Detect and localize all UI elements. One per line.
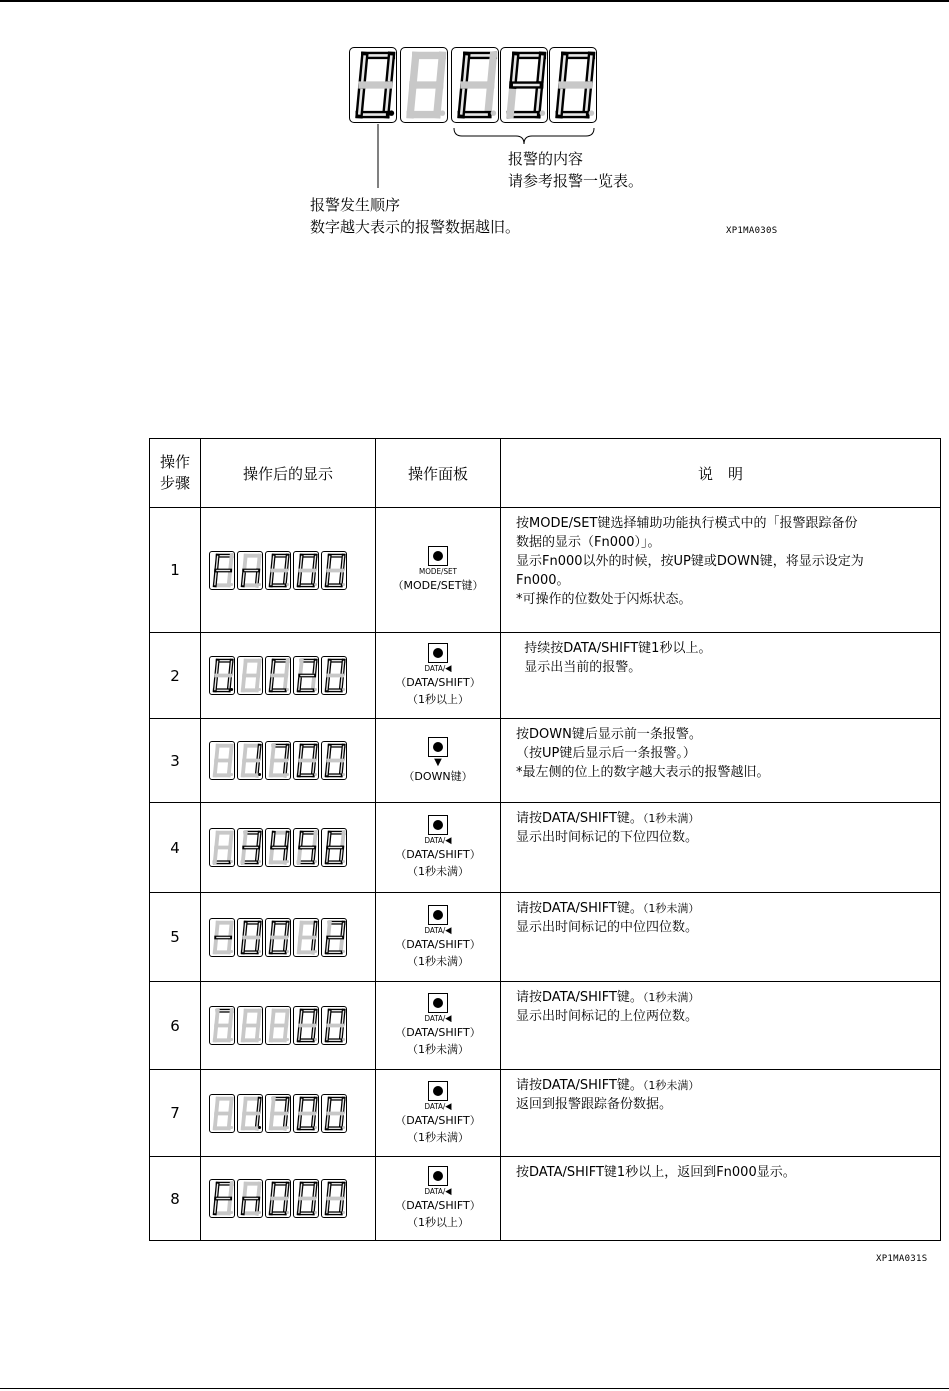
- step-number: 1: [150, 508, 201, 633]
- description-line: 显示Fn000以外的时候，按UP键或DOWN键，将显示设定为: [516, 554, 864, 569]
- panel-cell: [376, 803, 501, 893]
- panel-caption: （DATA/SHIFT）: [395, 1026, 481, 1039]
- down-arrow-icon: ▼: [434, 756, 442, 768]
- table-row: [150, 633, 941, 719]
- description-line: *最左侧的位上的数字越大表示的报警越旧。: [516, 765, 770, 780]
- key-label: DATA/◀: [424, 1101, 452, 1112]
- left-arrow-icon: ◀: [445, 836, 452, 846]
- panel-caption: （1秒未满）: [407, 954, 469, 968]
- description-line: 返回到报警跟踪备份数据。: [516, 1097, 673, 1112]
- panel-caption: （1秒未满）: [407, 865, 469, 878]
- display-cell: [201, 633, 376, 719]
- display-digit: [209, 656, 235, 695]
- header-display: 操作后的显示: [201, 439, 376, 508]
- panel-caption: （1秒以上）: [407, 693, 469, 706]
- panel-caption: （DATA/SHIFT）: [395, 1199, 481, 1212]
- step-number: 7: [150, 1070, 201, 1157]
- key-label: MODE/SET: [419, 567, 457, 576]
- display-digit: [265, 828, 291, 867]
- left-arrow-icon: ◀: [445, 1187, 452, 1197]
- description-line: 请按DATA/SHIFT键。（1秒未满）: [516, 990, 700, 1005]
- display-digit: [293, 918, 319, 957]
- table-row: [150, 982, 941, 1070]
- description-line: 显示出时间标记的上位两位数。: [516, 1009, 699, 1024]
- display-digit: [237, 828, 263, 867]
- alarm-list-reference: 请参考报警一览表。: [508, 172, 644, 190]
- panel-caption: （MODE/SET键）: [392, 579, 484, 592]
- display-digit: [237, 1179, 263, 1218]
- display-digit: [209, 1094, 235, 1133]
- display-digit: [293, 656, 319, 695]
- description-line: Fn000。: [516, 573, 570, 588]
- display-digit: [293, 1179, 319, 1218]
- key-label: DATA/◀: [424, 925, 452, 936]
- display-cell: [201, 982, 376, 1070]
- description-cell: [501, 633, 941, 719]
- panel-key-button[interactable]: [428, 1081, 448, 1101]
- step-number: 8: [150, 1157, 201, 1241]
- display-digit: [293, 1006, 319, 1045]
- panel-caption: （1秒未满）: [407, 1130, 469, 1144]
- display-digit: [293, 1094, 319, 1133]
- panel-key-button[interactable]: [428, 993, 448, 1013]
- panel-caption: （1秒以上）: [407, 1216, 469, 1229]
- description-cell: [501, 508, 941, 633]
- display-digit: [237, 918, 263, 957]
- display-digit: [265, 1006, 291, 1045]
- panel-caption: （DATA/SHIFT）: [395, 676, 481, 689]
- left-arrow-icon: ◀: [445, 925, 452, 936]
- description-line: 按MODE/SET键选择辅助功能执行模式中的「报警跟踪备份: [516, 516, 858, 531]
- display-digit: [321, 828, 347, 867]
- description-line: 按DATA/SHIFT键1秒以上，返回到Fn000显示。: [516, 1165, 796, 1180]
- panel-key-button[interactable]: [428, 737, 448, 757]
- panel-cell: [376, 982, 501, 1070]
- display-cell: [201, 1070, 376, 1157]
- display-digit: [265, 1179, 291, 1218]
- display-digit: [321, 741, 347, 780]
- panel-caption: （DOWN键）: [403, 769, 473, 783]
- operation-steps-table: [149, 438, 941, 1241]
- display-digit: [293, 551, 319, 590]
- step-number: 6: [150, 982, 201, 1070]
- table-code: XP1MA031S: [876, 1254, 928, 1264]
- panel-cell: [376, 1157, 501, 1241]
- display-digit: [237, 1094, 263, 1133]
- panel-caption: （DATA/SHIFT）: [395, 848, 481, 861]
- step-number: 3: [150, 719, 201, 803]
- display-digit: [321, 1006, 347, 1045]
- description-line: *可操作的位数处于闪烁状态。: [516, 592, 692, 607]
- display-cell: [201, 893, 376, 982]
- display-cell: [201, 719, 376, 803]
- header-panel: 操作面板: [376, 439, 501, 508]
- display-digit: [321, 1094, 347, 1133]
- description-line: 数据的显示（Fn000）」。: [516, 535, 661, 550]
- panel-cell: [376, 893, 501, 982]
- display-cell: [201, 508, 376, 633]
- key-label: DATA/◀: [424, 664, 452, 674]
- panel-cell: [376, 1070, 501, 1157]
- display-digit: [209, 828, 235, 867]
- display-digit: [265, 741, 291, 780]
- panel-cell: [376, 633, 501, 719]
- display-digit: [293, 741, 319, 780]
- description-cell: [501, 893, 941, 982]
- description-line: 按DOWN键后显示前一条报警。: [516, 727, 702, 742]
- step-number: 5: [150, 893, 201, 982]
- panel-caption: （DATA/SHIFT）: [395, 1113, 481, 1127]
- display-digit: [265, 1094, 291, 1133]
- description-cell: [501, 1070, 941, 1157]
- description-line: 显示出时间标记的下位四位数。: [516, 830, 699, 845]
- description-cell: [501, 719, 941, 803]
- display-digit: [265, 551, 291, 590]
- display-digit: [265, 918, 291, 957]
- display-digit: [209, 918, 235, 957]
- panel-caption: （1秒未满）: [407, 1043, 469, 1056]
- alarm-order-note: 数字越大表示的报警数据越旧。: [310, 218, 521, 236]
- panel-key-button[interactable]: [428, 905, 448, 925]
- description-cell: [501, 982, 941, 1070]
- bottom-rule: [0, 1388, 949, 1389]
- header-description: 说 明: [501, 439, 941, 508]
- display-digit: [237, 1006, 263, 1045]
- display-digit: [265, 656, 291, 695]
- left-arrow-icon: ◀: [445, 1014, 452, 1024]
- display-digit: [237, 551, 263, 590]
- display-digit: [237, 741, 263, 780]
- key-label: DATA/◀: [424, 1014, 452, 1024]
- key-label: DATA/◀: [424, 836, 452, 846]
- table-header-row: [150, 439, 941, 508]
- display-digit: [293, 828, 319, 867]
- description-line: 请按DATA/SHIFT键。（1秒未满）: [516, 1078, 700, 1093]
- display-digit: [209, 1006, 235, 1045]
- panel-key-button[interactable]: [428, 815, 448, 835]
- display-digit: [321, 918, 347, 957]
- panel-cell: [376, 508, 501, 633]
- key-label: DATA/◀: [424, 1187, 452, 1197]
- alarm-order-label: 报警发生顺序: [310, 196, 401, 214]
- step-number: 2: [150, 633, 201, 719]
- panel-key-button[interactable]: [428, 546, 448, 566]
- table-row: [150, 508, 941, 633]
- panel-cell: [376, 719, 501, 803]
- description-line: 持续按DATA/SHIFT键1秒以上。: [516, 641, 712, 656]
- description-line: （按UP键后显示后一条报警。）: [516, 746, 696, 761]
- display-cell: [201, 803, 376, 893]
- panel-caption: （DATA/SHIFT）: [395, 937, 481, 951]
- table-row: [150, 803, 941, 893]
- display-cell: [201, 1157, 376, 1241]
- description-line: 显示出时间标记的中位四位数。: [516, 920, 699, 935]
- table-row: [150, 1070, 941, 1157]
- description-line: 显示出当前的报警。: [516, 660, 642, 675]
- alarm-content-label: 报警的内容: [508, 150, 584, 168]
- panel-key-button[interactable]: [428, 643, 448, 663]
- description-cell: [501, 1157, 941, 1241]
- table-row: [150, 1157, 941, 1241]
- display-digit: [209, 1179, 235, 1218]
- left-arrow-icon: ◀: [445, 1101, 452, 1112]
- table-row: [150, 719, 941, 803]
- display-digit: [237, 656, 263, 695]
- step-number: 4: [150, 803, 201, 893]
- description-cell: [501, 803, 941, 893]
- display-digit: [321, 656, 347, 695]
- display-digit: [209, 741, 235, 780]
- header-step: 操作 步骤: [150, 439, 201, 508]
- description-line: 请按DATA/SHIFT键。（1秒未满）: [516, 901, 700, 916]
- table-row: [150, 893, 941, 982]
- description-line: 请按DATA/SHIFT键。（1秒未满）: [516, 811, 700, 826]
- display-digit: [321, 551, 347, 590]
- panel-key-button[interactable]: [428, 1166, 448, 1186]
- display-digit: [321, 1179, 347, 1218]
- left-arrow-icon: ◀: [445, 664, 452, 674]
- figure-code: XP1MA030S: [726, 226, 778, 236]
- display-digit: [209, 551, 235, 590]
